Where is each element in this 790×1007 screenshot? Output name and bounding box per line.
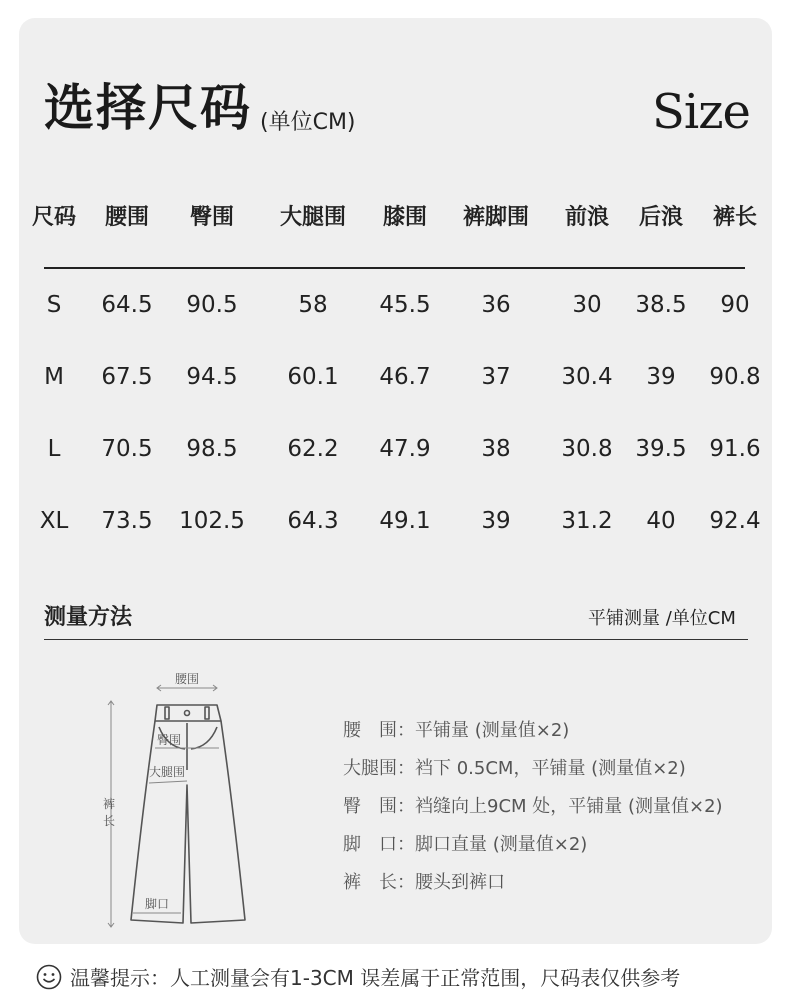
- table-cell: 91.6: [709, 436, 761, 462]
- measure-item: [343, 868, 505, 894]
- pants-diagram: [95, 665, 265, 935]
- table-cell: 37: [481, 364, 511, 390]
- measure-item-label: 脚 口：: [343, 834, 415, 855]
- table-cell: 92.4: [709, 508, 761, 534]
- table-cell: 70.5: [101, 436, 153, 462]
- measure-item-desc: 平铺量 (测量值×2): [415, 720, 570, 741]
- diagram-label-waist: 腰围: [174, 672, 200, 686]
- table-cell: 30.4: [561, 364, 613, 390]
- table-cell: 60.1: [287, 364, 339, 390]
- measure-item-label: 大腿围：: [343, 758, 415, 779]
- table-cell: 30: [572, 292, 602, 318]
- table-cell: 58: [298, 292, 328, 318]
- size-logo-text: Size: [652, 84, 750, 140]
- page-title: 选择尺码: [44, 79, 252, 137]
- method-unit: 平铺测量 /单位CM: [588, 608, 736, 629]
- measure-item-label: 裤 长：: [343, 872, 415, 893]
- table-cell: 38.5: [635, 292, 687, 318]
- table-cell: 90.5: [186, 292, 238, 318]
- table-cell: 39.5: [635, 436, 687, 462]
- table-header-rule: [44, 267, 745, 269]
- measure-item: [343, 716, 569, 742]
- table-cell: 46.7: [379, 364, 431, 390]
- measure-item-label: 臀 围：: [343, 796, 415, 817]
- method-rule: [44, 639, 748, 640]
- table-cell: 73.5: [101, 508, 153, 534]
- measure-item: [343, 754, 686, 780]
- table-cell: 30.8: [561, 436, 613, 462]
- table-cell: S: [46, 292, 62, 318]
- col-header-thigh: 大腿围: [279, 205, 347, 230]
- diagram-label-hem: 脚口: [145, 897, 170, 911]
- measure-item-desc: 裆缝向上9CM 处，平铺量 (测量值×2): [415, 796, 723, 817]
- measure-item-label: 腰 围：: [343, 720, 415, 741]
- table-cell: 98.5: [186, 436, 238, 462]
- col-header-knee: 膝围: [382, 205, 428, 230]
- table-cell: 64.5: [101, 292, 153, 318]
- table-cell: L: [47, 436, 61, 462]
- table-cell: 40: [646, 508, 676, 534]
- table-cell: M: [44, 364, 64, 390]
- tip-text: 温馨提示：人工测量会有1-3CM 误差属于正常范围，尺码表仅供参考: [70, 966, 681, 990]
- measure-item-desc: 脚口直量 (测量值×2): [415, 834, 588, 855]
- measure-item-desc: 腰头到裤口: [415, 872, 505, 893]
- col-header-hem: 裤脚围: [462, 205, 530, 230]
- pants-outline: [131, 705, 245, 923]
- col-header-hip: 臀围: [189, 205, 235, 230]
- col-header-back-rise: 后浪: [638, 205, 684, 230]
- diagram-label-thigh: 大腿围: [149, 765, 186, 779]
- measure-item: [343, 830, 587, 856]
- table-cell: 39: [481, 508, 511, 534]
- col-header-length: 裤长: [712, 205, 758, 230]
- unit-label: (单位CM): [260, 110, 356, 135]
- table-cell: 94.5: [186, 364, 238, 390]
- tip-note: [36, 962, 680, 991]
- table-cell: 67.5: [101, 364, 153, 390]
- col-header-front-rise: 前浪: [564, 205, 610, 230]
- diagram-label-hip: 臀围: [157, 733, 182, 747]
- measure-item-desc: 裆下 0.5CM，平铺量 (测量值×2): [415, 758, 686, 779]
- table-cell: 36: [481, 292, 511, 318]
- table-cell: 45.5: [379, 292, 431, 318]
- table-cell: 102.5: [179, 508, 245, 534]
- table-cell: 38: [481, 436, 511, 462]
- diagram-label-length-top: 裤: [103, 797, 116, 811]
- measure-item: [343, 792, 723, 818]
- table-cell: 64.3: [287, 508, 339, 534]
- thigh-arrow: [149, 781, 187, 783]
- col-header-waist: 腰围: [104, 205, 150, 230]
- table-cell: 49.1: [379, 508, 431, 534]
- smiley-icon: [36, 964, 62, 990]
- table-cell: 47.9: [379, 436, 431, 462]
- table-cell: 31.2: [561, 508, 613, 534]
- method-title: 测量方法: [44, 605, 133, 630]
- table-cell: 90: [720, 292, 750, 318]
- table-cell: XL: [39, 508, 69, 534]
- table-cell: 39: [646, 364, 676, 390]
- col-header-size: 尺码: [31, 205, 77, 230]
- table-cell: 62.2: [287, 436, 339, 462]
- diagram-label-length-bottom: 长: [103, 814, 116, 828]
- table-cell: 90.8: [709, 364, 761, 390]
